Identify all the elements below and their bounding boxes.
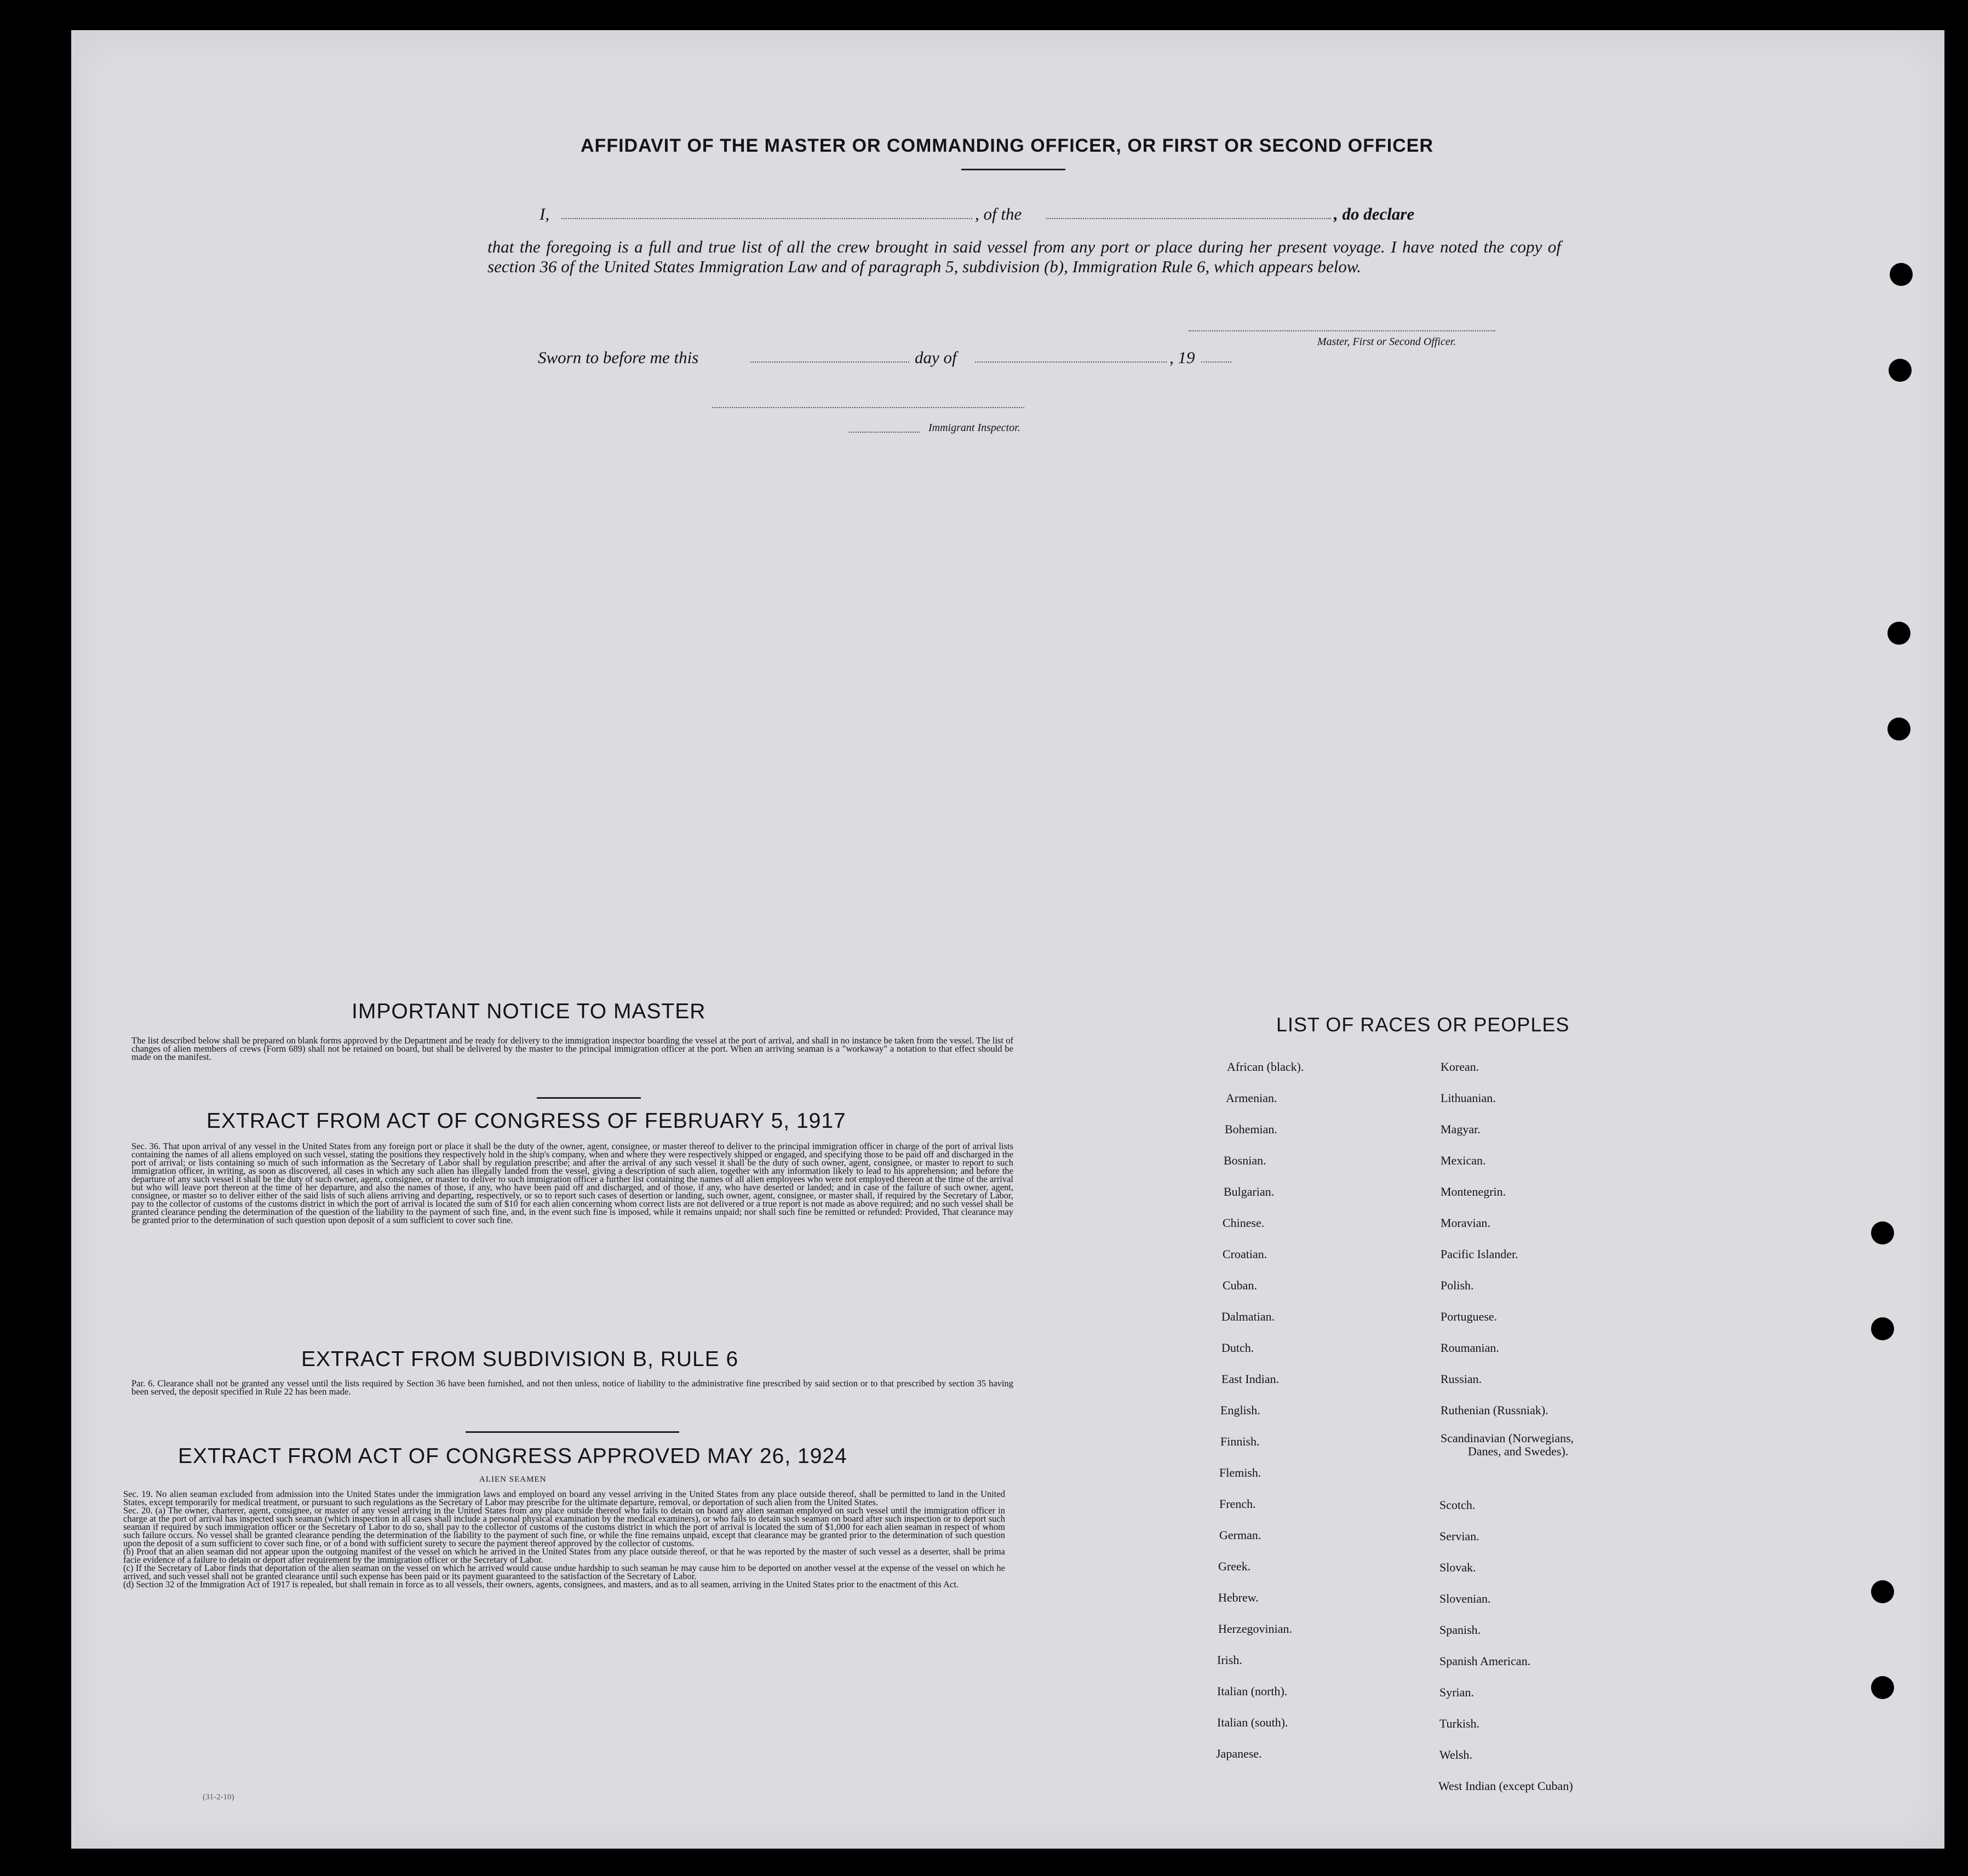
affidavit-body: that the foregoing is a full and true list of all the crew brought in said vessel from any port or place during her present voyage. I have noted the copy of section 36 of the United States Immigration Law and of paragraph 5, subdivision (b), Immigration Rule 6, which appears below. <box>487 237 1561 276</box>
inspector-lead-line <box>849 432 920 433</box>
extract-1924-title: EXTRACT FROM ACT OF CONGRESS APPROVED MAY 26, 1924 <box>178 1444 847 1468</box>
year-label: , 19 <box>1169 348 1195 367</box>
race-item: Slovak. <box>1439 1561 1476 1574</box>
race-item: Moravian. <box>1441 1216 1491 1230</box>
section-rule-1 <box>537 1097 641 1099</box>
title-rule <box>961 169 1065 170</box>
race-item: Dalmatian. <box>1221 1310 1275 1323</box>
race-item: Pacific Islander. <box>1441 1247 1518 1261</box>
inspector-caption: Immigrant Inspector. <box>928 422 1020 434</box>
race-item: West Indian (except Cuban) <box>1438 1779 1573 1793</box>
race-item: Servian. <box>1439 1529 1479 1543</box>
punch-hole <box>1889 359 1912 382</box>
race-item: English. <box>1220 1403 1260 1417</box>
race-item: Bulgarian. <box>1224 1185 1275 1198</box>
race-item: Scotch. <box>1439 1498 1476 1512</box>
affidavit-title: AFFIDAVIT OF THE MASTER OR COMMANDING OFFICER, OR FIRST OR SECOND OFFICER <box>581 135 1433 156</box>
officer-signature-caption: Master, First or Second Officer. <box>1317 336 1456 348</box>
officer-signature-field[interactable] <box>1189 330 1495 331</box>
day-of-label: day of <box>915 348 957 367</box>
race-item: Slovenian. <box>1439 1592 1491 1605</box>
affidavit-of-the-label: , of the <box>975 204 1022 223</box>
sec20d-text: (d) Section 32 of the Immigration Act of 1917 is repealed, but shall remain in force as to all vessels, their owners, agents, consignees, and masters, and as to all seamen, arriving in the United States prior to the enactment of this Act. <box>123 1579 959 1590</box>
race-item: Chinese. <box>1223 1216 1265 1230</box>
sec20a-text: Sec. 20. (a) The owner, charterer, agent, consignee, or master of any vessel arriving in the United States from any place outside thereof who fails to detain on board any alien seaman employed on such vessel until the immigration officer in charge at the port of arrival has inspected such seaman (which inspection in all cases shall include a personal physical examination by the medical examiners), or who fails to detain such seaman on board after such inspection or to deport such seaman if required by such immigration officer or the Secretary of Labor to do so, shall pay to the collector of customs of the customs district in which the port of arrival is located the sum of $1,000 for each alien seaman in respect of whom such failure occurs. No vessel shall be granted clearance pending the determination of the liability to the payment of such fine, or while the fine remains unpaid, except that clearance may be granted prior to the determination of such question upon the deposit of a sum sufficient to cover such fine, or of a bond with sufficient surety to secure the payment thereof approved by the collector of customs. <box>123 1505 1005 1548</box>
extract-rule6-title: EXTRACT FROM SUBDIVISION B, RULE 6 <box>301 1347 739 1371</box>
notice-text: The list described below shall be prepared on blank forms approved by the Department and be ready for delivery to the immigration inspector boarding the vessel at the port of arrival, and shall in no instance be taken from the vessel. The list of changes of alien members of crews (Form 689) shall not be retained on board, but shall be delivered by the master to the principal immigration officer at the port. When an arriving seaman is a "workaway" a notation to that effect should be made on the manifest. <box>131 1035 1013 1062</box>
sworn-label: Sworn to before me this <box>538 348 699 367</box>
punch-hole <box>1871 1317 1894 1340</box>
sworn-month-field[interactable] <box>975 362 1167 363</box>
race-item: Croatian. <box>1223 1247 1267 1261</box>
race-item: Dutch. <box>1221 1341 1254 1355</box>
race-item: Mexican. <box>1441 1154 1486 1167</box>
race-item: Japanese. <box>1216 1747 1262 1760</box>
race-item: East Indian. <box>1221 1372 1280 1386</box>
race-item: Russian. <box>1441 1372 1482 1386</box>
race-item: African (black). <box>1227 1060 1304 1074</box>
race-item: Bosnian. <box>1224 1154 1266 1167</box>
race-item: Bohemian. <box>1225 1122 1277 1136</box>
race-item: Armenian. <box>1226 1091 1277 1105</box>
affidavit-i-label: I, <box>540 204 550 223</box>
race-item: Korean. <box>1441 1060 1479 1074</box>
extract-1917-text: Sec. 36. That upon arrival of any vessel in the United States from any foreign port or place it shall be the duty of the owner, agent, consignee, or master thereof to deliver to the principal immigration officer in charge of the port of arrival lists containing the names of all aliens employed on such vessel, stating the positions they respectively hold in the ship's company, when and where they were respectively shipped or engaged, and specifying those to be paid off and discharged in the port of arrival; or lists containing so much of such information as the Secretary of Labor shall by regulation prescribe; and after the arrival of any such vessel it shall be the duty of such owner, agent, consignee, or master to report to such immigration officer, in writing, as soon as discovered, all cases in which any such alien has illegally landed from the vessel, giving a description of such alien, together with any information likely to lead to his apprehension; and before the departure of any such vessel it shall be the duty of such owner, agent, consignee, or master to deliver to such immigration officer a further list containing the names of all alien employees who were not employed thereon at the time of the arrival but who will leave port thereon at the time of her departure, and also the names of those, if any, who have been paid off and discharged, and of those, if any, who have deserted or landed; and in case of the failure of such owner, agent, consignee, or master so to deliver either of the said lists of such aliens arriving and departing, respectively, or so to report such cases of desertion or landing, such owner, agent, consignee, or master shall, if required by the Secretary of Labor, pay to the collector of customs of the customs district in which the port of arrival is located the sum of $10 for each alien concerning whom correct lists are not delivered or a true report is not made as above required; and no such vessel shall be granted clearance pending the determination of the question of the liability to the payment of such fine, and, in the event such fine is imposed, while it remains unpaid; nor shall such fine be remitted or refunded: Provided, That clearance may be granted prior to the determination of such question upon deposit of a sum sufficient to cover such fine. <box>131 1141 1013 1225</box>
races-title: LIST OF RACES OR PEOPLES <box>1276 1013 1570 1036</box>
sec20c-text: (c) If the Secretary of Labor finds that deportation of the alien seaman on the vessel on which he arrived would cause undue hardship to such seaman he may cause him to be deported on another vessel at the expense of the vessel on which he arrived, and such vessel shall not be granted clearance until such expense has been paid or its payment guaranteed to the satisfaction of the Secretary of Labor. <box>123 1563 1005 1581</box>
race-item: Cuban. <box>1223 1278 1257 1292</box>
notice-title: IMPORTANT NOTICE TO MASTER <box>352 1000 706 1023</box>
race-item: Portuguese. <box>1441 1310 1497 1323</box>
sworn-year-field[interactable] <box>1201 362 1231 363</box>
affidavit-declare-label: , do declare <box>1334 204 1415 223</box>
race-item: Lithuanian. <box>1441 1091 1496 1105</box>
form-number: (31-2-10) <box>203 1793 234 1802</box>
name-field[interactable] <box>561 218 972 219</box>
form-page <box>71 30 1944 1849</box>
race-item: Spanish American. <box>1439 1654 1531 1668</box>
race-item: Scandinavian (Norwegians, <box>1441 1431 1574 1445</box>
race-item: Montenegrin. <box>1441 1185 1506 1198</box>
section-rule-2 <box>466 1431 679 1433</box>
sworn-day-field[interactable] <box>750 362 909 363</box>
race-item: Roumanian. <box>1441 1341 1499 1355</box>
extract-1924-body <box>123 1490 1005 1588</box>
race-item: Hebrew. <box>1218 1591 1259 1604</box>
race-item: Ruthenian (Russniak). <box>1441 1403 1548 1417</box>
inspector-signature-field[interactable] <box>712 407 1024 408</box>
race-item: Finnish. <box>1220 1435 1260 1448</box>
race-item: Herzegovinian. <box>1218 1622 1292 1636</box>
race-item: Irish. <box>1217 1653 1242 1667</box>
race-item: Flemish. <box>1219 1466 1261 1479</box>
extract-1924-subtitle: ALIEN SEAMEN <box>479 1475 547 1484</box>
race-item-continuation: Danes, and Swedes). <box>1468 1444 1569 1458</box>
race-item: French. <box>1219 1497 1256 1511</box>
punch-hole <box>1871 1221 1894 1244</box>
race-item: Greek. <box>1218 1559 1251 1573</box>
punch-hole <box>1887 718 1910 741</box>
extract-rule6-text: Par. 6. Clearance shall not be granted any vessel until the lists required by Section 36 have been furnished, and not then unless, notice of liability to the administrative fine prescribed by said section or to that prescribed by section 35 having been served, the deposit specified in Rule 22 has been made. <box>131 1378 1013 1397</box>
race-item: Welsh. <box>1439 1748 1472 1762</box>
race-item: Syrian. <box>1439 1685 1474 1699</box>
punch-hole <box>1887 622 1910 645</box>
punch-hole <box>1871 1580 1894 1603</box>
race-item: German. <box>1219 1528 1261 1542</box>
sec19-text: Sec. 19. No alien seaman excluded from admission into the United States under the immigration laws and employed on board any vessel arriving in the United States from any place outside thereof, shall be permitted to land in the United States, except temporarily for medical treatment, or pursuant to such regulations as the Secretary of Labor may prescribe for the ultimate departure, removal, or deportation of such alien from the United States. <box>123 1489 1005 1507</box>
vessel-name-field[interactable] <box>1046 218 1331 219</box>
race-item: Turkish. <box>1439 1717 1480 1730</box>
race-item: Italian (north). <box>1217 1684 1288 1698</box>
punch-hole <box>1871 1676 1894 1699</box>
race-item: Magyar. <box>1441 1122 1481 1136</box>
race-item: Spanish. <box>1439 1623 1481 1637</box>
race-item: Italian (south). <box>1217 1716 1288 1729</box>
punch-hole <box>1890 263 1913 286</box>
sec20b-text: (b) Proof that an alien seaman did not appear upon the outgoing manifest of the vessel on which he arrived in the United States from any place outside thereof, or that he was reported by the master of such vessel as a deserter, shall be prima facie evidence of a failure to detain or deport after requirement by the immigration officer or the Secretary of Labor. <box>123 1546 1005 1565</box>
extract-1917-title: EXTRACT FROM ACT OF CONGRESS OF FEBRUARY 5, 1917 <box>206 1109 846 1133</box>
race-item: Polish. <box>1441 1278 1474 1292</box>
